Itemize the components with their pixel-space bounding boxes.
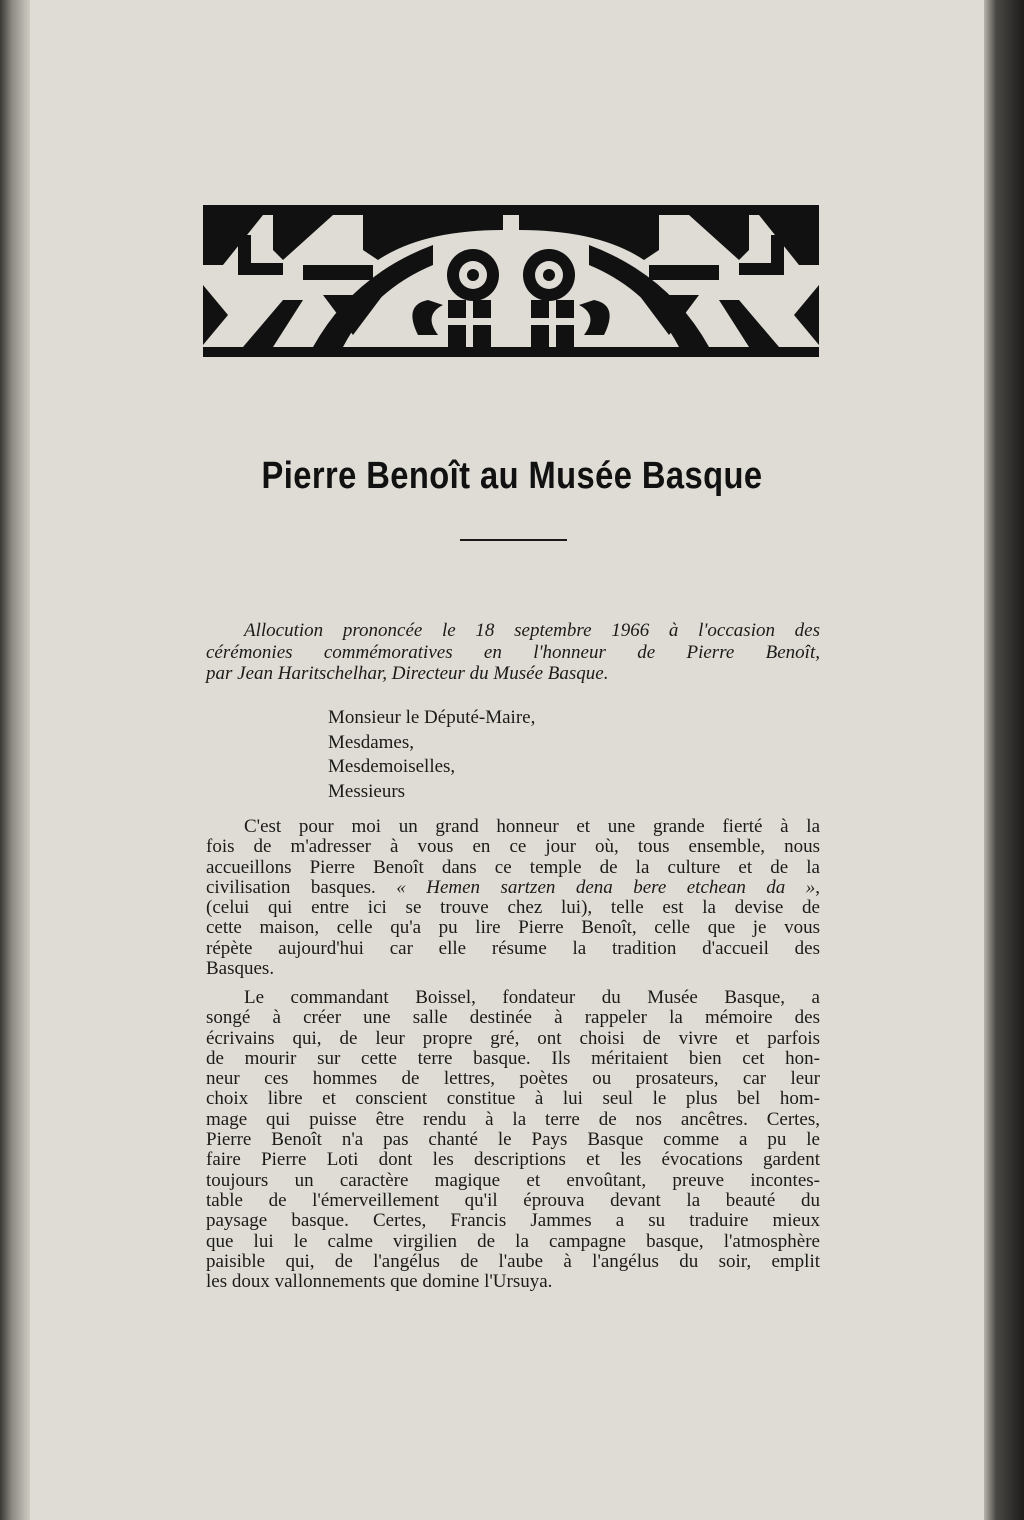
text-line: Mesdames,: [328, 731, 415, 753]
intro-italic-paragraph: [206, 620, 820, 685]
paragraph-1: [206, 817, 820, 979]
paragraph-2: [206, 988, 820, 1292]
text-line: Monsieur le Député-Maire,: [328, 707, 536, 728]
quoted-motto: « Hemen sartzen dena bere etchean da »: [396, 876, 816, 898]
text-line: Allocution prononcée le 18 septembre 1966 à l'occasion des: [244, 620, 820, 641]
text-line: (celui qui entre ici se trouve chez lui), telle est la devise de: [206, 897, 820, 919]
text-line: choix libre et conscient constitue à lui seul le plus bel hom-: [206, 1088, 820, 1110]
text-line: Pierre Benoît n'a pas chanté le Pays Basque comme a pu le: [206, 1129, 820, 1151]
text-line: de mourir sur cette terre basque. Ils méritaient bien cet hon-: [206, 1047, 820, 1069]
title-divider: [460, 539, 567, 541]
page-edge: [984, 0, 1024, 1520]
text-line: que lui le calme virgilien de la campagne basque, l'atmosphère: [206, 1230, 820, 1252]
text-line: C'est pour moi un grand honneur et une grande fierté à la: [244, 816, 820, 837]
text-segment: civilisation basques.: [206, 876, 397, 898]
basque-ornament-frieze: [203, 205, 819, 357]
text-line: paysage basque. Certes, Francis Jammes a su traduire mieux: [206, 1210, 820, 1232]
text-segment: ,: [815, 876, 820, 898]
text-line: neur ces hommes de lettres, poètes ou prosateurs, car leur: [206, 1068, 820, 1090]
text-line: toujours un caractère magique et envoûtant, preuve incontes-: [206, 1169, 820, 1191]
page-title: Pierre Benoît au Musée Basque: [261, 455, 763, 497]
text-line: Messieurs: [328, 781, 406, 803]
text-line: faire Pierre Loti dont les descriptions et les évocations gardent: [206, 1149, 820, 1171]
text-line: mage qui puisse être rendu à la terre de nos ancêtres. Certes,: [206, 1108, 820, 1130]
text-line: cette maison, celle qu'a pu lire Pierre Benoît, celle que je vous: [206, 917, 820, 939]
salutation: [328, 706, 535, 805]
text-line: Le commandant Boissel, fondateur du Musée Basque, a: [244, 987, 820, 1008]
text-line: paisible qui, de l'angélus de l'aube à l'angélus du soir, emplit: [206, 1250, 820, 1272]
text-line: songé à créer une salle destinée à rappeler la mémoire des: [206, 1007, 820, 1029]
text-line: table de l'émerveillement qu'il éprouva devant la beauté du: [206, 1189, 820, 1211]
text-line: accueillons Pierre Benoît dans ce temple de la culture et de la: [206, 856, 820, 878]
book-spine: [0, 0, 30, 1520]
text-line: écrivains qui, de leur propre gré, ont choisi de vivre et parfois: [206, 1027, 820, 1049]
text-line: les doux vallonnements que domine l'Ursuya.: [206, 1271, 553, 1293]
text-line: par Jean Haritschelhar, Directeur du Musée Basque.: [206, 663, 609, 684]
text-line: fois de m'adresser à vous en ce jour où, tous ensemble, nous: [206, 836, 820, 858]
text-line: répète aujourd'hui car elle résume la tradition d'accueil des: [206, 937, 820, 959]
text-line: [206, 878, 820, 898]
text-line: cérémonies commémoratives en l'honneur de Pierre Benoît,: [206, 641, 820, 663]
text-line: Mesdemoiselles,: [328, 756, 456, 778]
text-line: Basques.: [206, 958, 275, 980]
